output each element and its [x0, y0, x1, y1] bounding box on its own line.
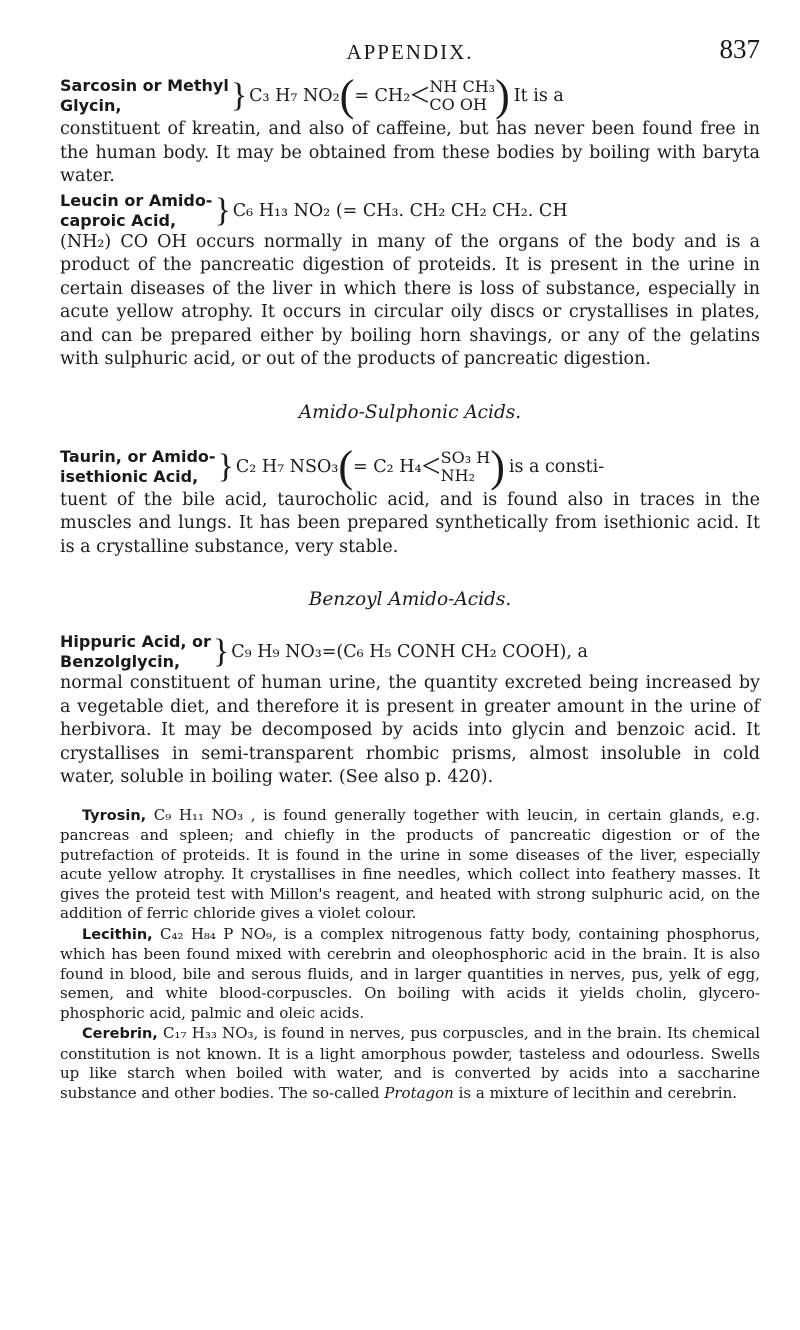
sarcosin-brace: }	[230, 77, 248, 114]
taurin-open-paren: (	[338, 441, 353, 491]
sarcosin-body: constituent of kreatin, and also of caffeine, but has never been found free in the human body. It may be obtained from these bodies by boiling with baryta water.	[60, 119, 760, 186]
lecithin-text: C₄₂ H₈₄ P NO₉, is a complex nitrogenous fatty body, containing phosphorus, which has been found mixed with cerebrin and oleophosphoric acid in the brain. It is also found in blood, bile and serous fluids, and in larger quantities in nerves, pus, yelk of egg, semen, and white blood-corpuscles. On boiling with acids it yields cholin, glycero-phosphoric acid, palmic and oleic acids.	[60, 924, 760, 1022]
cerebrin-tail: is a mixture of lecithin and cerebrin.	[453, 1083, 738, 1102]
cerebrin-text: C₁₇ H₃₃ NO₃, is found in nerves, pus corpuscles, and in the brain. Its chemical constitution is not known. It is a light amorphous powder, tasteless and odourless. Swells up like starch when boiled with water, and is converted by acids into a saccharine substance and other bodies. The so-called	[60, 1024, 760, 1102]
sarcosin-name-line1: Sarcosin or Methyl	[60, 76, 229, 95]
lecithin-term: Lecithin,	[82, 926, 153, 943]
taurin-group-bottom: NH₂	[440, 465, 476, 485]
sarcosin-formula: C₃ H₇ NO₂	[249, 86, 340, 106]
taurin-branch: <	[421, 447, 441, 485]
hippuric-body: normal constituent of human urine, the quantity excreted being increased by a vegetable diet, and therefore it is present in greater amount in the urine of herbivora. It may be decomposed by acids into glycin and benzoic acid. It crystallises in semi-transparent rhombic prisms, almost insoluble in cold water, soluble in boiling water. (See also p. 420).	[60, 673, 760, 787]
running-head: APPENDIX.	[346, 40, 474, 64]
taurin-formula: C₂ H₇ NSO₃	[235, 456, 339, 477]
protagon-term: Protagon	[384, 1083, 454, 1102]
leucin-formula-line	[60, 191, 760, 231]
taurin-body: tuent of the bile acid, taurocholic acid, and is found also in traces in the muscles and lungs. It has been prepared synthetically from isethionic acid. It is a crystalline substance, very stable.	[60, 489, 760, 557]
cerebrin-term: Cerebrin,	[82, 1026, 158, 1042]
taurin-group	[441, 449, 491, 485]
leucin-body: (NH₂) CO OH occurs normally in many of the organs of the body and is a product of the pancreatic digestion of proteids. It is present in the urine in certain diseases of the liver in which there is loss of substance, especially in acute yellow atrophy. It occurs in circular oily discs or crystallises in plates, and can be prepared either by boiling horn shavings, or any of the gelatins with sulphuric acid, or out of the products of pancreatic digestion.	[60, 231, 760, 369]
taurin-group-top: SO₃ H	[440, 447, 491, 467]
sarcosin-after: It is a	[513, 86, 564, 106]
page-number: 837	[719, 34, 760, 64]
page-header	[60, 34, 760, 72]
taurin-close-paren: )	[490, 441, 505, 491]
tyrosin-text: C₉ H₁₁ NO₃ , is found generally together with leucin, in certain glands, e.g. pancreas and spleen; and chiefly in the products of pancreatic digestion or of the putrefaction of proteids. It is found in the urine in some diseases of the liver, especially acute yellow atrophy. It crystallises in fine needles, which collect into feathery masses. It gives the proteid test with Millon's reagent, and heated with strong sulphuric acid, on the addition of ferric chloride gives a violet colour.	[60, 805, 760, 922]
taurin-name-line2: isethionic Acid,	[60, 466, 199, 486]
sarcosin-close-paren: )	[495, 71, 510, 120]
leucin-brace: }	[214, 191, 231, 229]
sarcosin-group-top: NH CH₃	[429, 77, 496, 96]
hippuric-formula-line	[60, 632, 760, 672]
taurin-structure-prefix: = C₂ H₄	[353, 456, 422, 477]
taurin-after: is a consti-	[508, 456, 605, 477]
page	[60, 34, 760, 1104]
taurin-name	[60, 447, 216, 487]
leucin-formula: C₆ H₁₃ NO₂ (= CH₃. CH₂ CH₂ CH₂. CH	[232, 200, 568, 221]
leucin-name	[60, 191, 212, 231]
sarcosin-structure-prefix: = CH₂	[354, 86, 411, 106]
taurin-brace: }	[217, 447, 234, 485]
taurin-name-line1: Taurin, or Amido-	[60, 446, 216, 466]
hippuric-name-line1: Hippuric Acid, or	[60, 632, 211, 651]
sarcosin-formula-line	[60, 71, 760, 120]
cerebrin-paragraph	[60, 1024, 760, 1103]
tyrosin-term: Tyrosin,	[82, 807, 147, 824]
section-title-sulphonic: Amido-Sulphonic Acids.	[298, 401, 522, 423]
tyrosin-paragraph	[60, 806, 760, 924]
hippuric-formula: C₉ H₉ NO₃=(C₆ H₅ CONH CH₂ COOH), a	[231, 642, 588, 662]
leucin-name-line1: Leucin or Amido-	[60, 190, 213, 210]
sarcosin-name-line2: Glycin,	[60, 96, 122, 115]
sarcosin-group-bottom: CO OH	[429, 95, 487, 114]
sarcosin-open-paren: (	[339, 71, 355, 120]
section-title-benzoyl: Benzoyl Amido-Acids.	[308, 589, 512, 610]
sarcosin-name	[60, 76, 229, 116]
taurin-formula-line	[60, 441, 760, 491]
sarcosin-branch: <	[410, 77, 430, 114]
leucin-name-line2: caproic Acid,	[60, 210, 177, 230]
hippuric-name-line2: Benzolglycin,	[60, 652, 181, 671]
hippuric-brace: }	[212, 633, 230, 670]
hippuric-name	[60, 632, 211, 672]
lecithin-paragraph	[60, 925, 760, 1024]
sarcosin-group	[429, 78, 495, 114]
